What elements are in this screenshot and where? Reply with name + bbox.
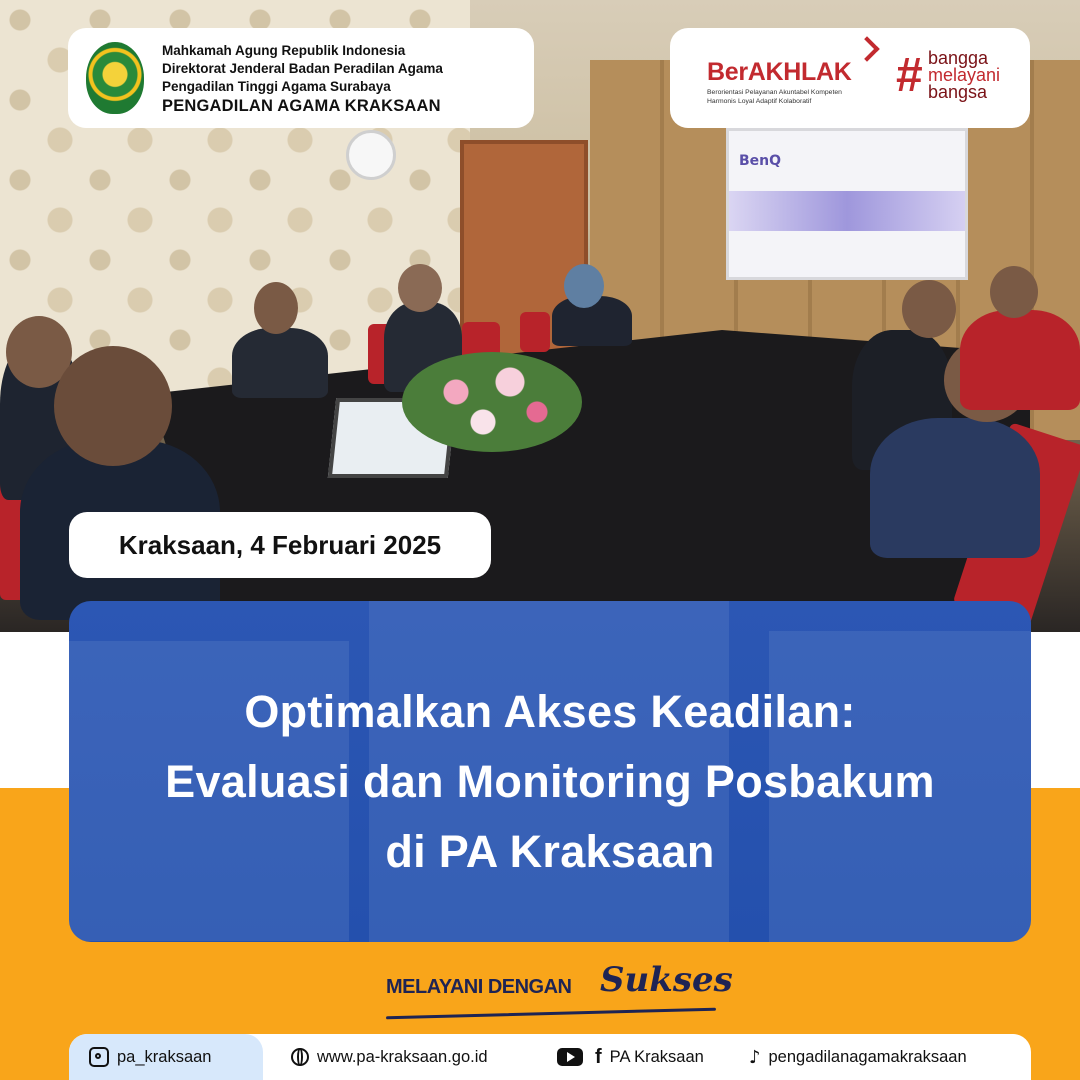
website-url: www.pa-kraksaan.go.id <box>317 1047 488 1066</box>
tiktok-link[interactable] <box>749 1034 967 1080</box>
brand-logos <box>670 28 1030 128</box>
hash-icon: # <box>896 49 923 102</box>
headline-line-1: Optimalkan Akses Keadilan: <box>244 686 856 737</box>
facebook-icon: f <box>595 1045 602 1068</box>
headline-line-2: Evaluasi dan Monitoring Posbakum <box>165 756 935 807</box>
instagram-icon <box>89 1047 109 1067</box>
youtube-icon <box>557 1048 583 1066</box>
person <box>232 328 328 398</box>
tagline-line-2: Harmonis Loyal Adaptif Kolaboratif <box>707 98 812 105</box>
header-line-1: Mahkamah Agung Republik Indonesia <box>162 43 406 58</box>
bmb-word-3: bangsa <box>928 82 988 102</box>
projector-screen <box>726 128 968 280</box>
header-line-2: Direktorat Jenderal Badan Peradilan Agama <box>162 61 443 76</box>
channel-name: PA Kraksaan <box>609 1047 704 1066</box>
slogan-underline <box>386 1008 716 1020</box>
chair <box>520 312 550 352</box>
tiktok-icon: ♪ <box>749 1046 761 1068</box>
youtube-facebook-link[interactable] <box>557 1034 704 1080</box>
headline-line-3: di PA Kraksaan <box>385 826 715 877</box>
berakhlak-tagline <box>707 88 842 106</box>
date-badge <box>69 512 491 578</box>
court-emblem-logo <box>86 42 144 114</box>
court-name: PENGADILAN AGAMA KRAKSAAN <box>162 97 441 115</box>
slogan <box>386 960 733 1020</box>
event-date: Kraksaan, 4 Februari 2025 <box>118 529 442 560</box>
flower-arrangement <box>402 352 582 452</box>
berakhlak-logo: BerAKHLAK <box>707 58 852 86</box>
tagline-line-1: Berorientasi Pelayanan Akuntabel Kompeten <box>707 89 842 96</box>
bangga-melayani-bangsa-logo <box>928 50 1000 101</box>
instagram-handle: pa_kraksaan <box>117 1047 212 1066</box>
bmb-word-2: melayani <box>928 65 1001 85</box>
slogan-script: Sukses <box>600 960 733 1000</box>
website-link[interactable] <box>291 1034 488 1080</box>
globe-icon <box>291 1048 309 1066</box>
person <box>960 310 1080 410</box>
person-head <box>564 264 604 308</box>
instagram-link[interactable] <box>89 1034 211 1080</box>
bmb-word-1: bangga <box>928 48 989 68</box>
person-head <box>254 282 298 334</box>
screen-wave <box>729 191 965 231</box>
institution-names <box>162 42 532 117</box>
screen-brand: BenQ <box>739 153 782 169</box>
chevron-icon <box>854 36 879 61</box>
title-card <box>69 601 1031 942</box>
tiktok-handle: pengadilanagamakraksaan <box>768 1047 967 1066</box>
person-head <box>398 264 442 312</box>
wall-clock <box>346 130 396 180</box>
social-footer <box>69 1034 1031 1080</box>
institution-header <box>68 28 534 128</box>
header-line-3: Pengadilan Tinggi Agama Surabaya <box>162 79 391 94</box>
person-head <box>990 266 1038 318</box>
slogan-main: MELAYANI DENGAN <box>386 976 572 998</box>
person-head <box>54 346 172 466</box>
person-head <box>902 280 956 338</box>
person <box>870 418 1040 558</box>
headline <box>69 677 1031 887</box>
